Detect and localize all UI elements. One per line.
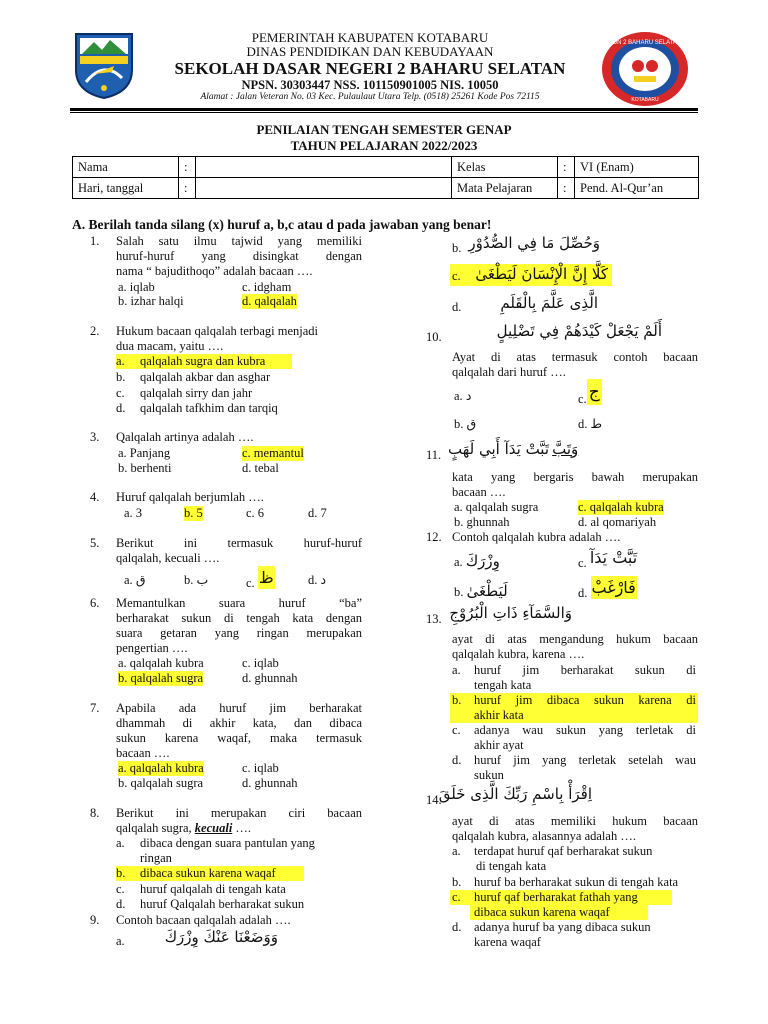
q2-option-d[interactable] bbox=[116, 401, 278, 416]
q13-d-text2: sukun bbox=[474, 768, 504, 782]
q7-option-a[interactable]: a. qalqalah kubra bbox=[118, 761, 204, 775]
q8-a-letter: a. bbox=[116, 836, 125, 850]
q7-line1: Apabila ada huruf jim berharakat bbox=[116, 701, 362, 715]
q4-option-d[interactable]: d. 7 bbox=[308, 506, 327, 520]
q4-option-c[interactable]: c. 6 bbox=[246, 506, 265, 520]
q13-option-a[interactable] bbox=[452, 663, 698, 692]
instruction: A. Berilah tanda silang (x) huruf a, b,c atau d pada jawaban yang benar! bbox=[72, 217, 492, 232]
q10-b-letter: b. bbox=[454, 417, 464, 431]
header-divider-thin bbox=[70, 112, 698, 113]
q14-a-letter: a. bbox=[452, 844, 461, 858]
question-6 bbox=[116, 596, 362, 656]
q8-d-letter: d. bbox=[116, 897, 126, 911]
q5-c-arabic: ظ bbox=[258, 568, 274, 587]
q10-d-letter: d. bbox=[578, 417, 588, 431]
q11-verse bbox=[448, 440, 578, 458]
identity-table bbox=[72, 156, 699, 199]
q12-option-d[interactable] bbox=[578, 578, 637, 600]
q12-a-arabic: وِزْرَكَ bbox=[465, 552, 500, 570]
q8-d-text: huruf Qalqalah berharakat sukun bbox=[140, 897, 305, 911]
q12-b-letter: b. bbox=[454, 585, 464, 599]
question-11 bbox=[452, 470, 698, 500]
q14-b-letter: b. bbox=[452, 875, 462, 889]
school-logo-text: SDN 2 BAHARU SELATAN bbox=[608, 40, 682, 46]
q13-c-letter: c. bbox=[452, 723, 461, 737]
q11-line1: kata yang bergaris bawah merupakan bbox=[452, 470, 698, 484]
q13-number: 13. bbox=[426, 612, 442, 626]
q2-a-text: qalqalah sugra dan kubra bbox=[140, 354, 266, 368]
q12-a-letter: a. bbox=[454, 555, 463, 569]
q12-number: 12. bbox=[426, 530, 442, 544]
q13-b-text: huruf jim dibaca sukun karena di bbox=[474, 693, 696, 707]
q12-c-letter: c. bbox=[578, 556, 587, 570]
q13-line1: ayat di atas mengandung hukum bacaan bbox=[452, 632, 698, 646]
name-field[interactable] bbox=[196, 157, 452, 178]
q14-c-text2: dibaca sukun karena waqaf bbox=[474, 905, 610, 919]
q5-option-b[interactable] bbox=[184, 572, 208, 588]
header-divider-thick bbox=[70, 108, 698, 111]
q10-c-arabic: ج bbox=[587, 379, 602, 405]
q6-option-d[interactable]: d. ghunnah bbox=[242, 671, 298, 685]
date-field[interactable] bbox=[196, 178, 452, 199]
q5-option-c[interactable] bbox=[246, 568, 275, 590]
q9-option-d-arabic[interactable]: الَّذِى عَلَّمَ بِالْقَلَمِ bbox=[500, 294, 598, 312]
q14-a-text2: di tengah kata bbox=[476, 859, 547, 873]
q1-option-c[interactable]: c. idgham bbox=[242, 280, 292, 294]
q14-c-letter: c. bbox=[452, 890, 461, 904]
q14-a-text: terdapat huruf qaf berharakat sukun bbox=[474, 844, 653, 858]
q7-option-d[interactable]: d. ghunnah bbox=[242, 776, 298, 790]
q5-a-arabic: ق bbox=[135, 572, 146, 587]
q9-option-a-arabic[interactable]: وَوَضَعْنَا عَنْكَ وِزْرَكَ bbox=[164, 928, 278, 946]
q1-option-b[interactable]: b. izhar halqi bbox=[118, 294, 184, 308]
q13-c-text: adanya wau sukun yang terletak di bbox=[474, 723, 696, 737]
q6-line3: suara getaran yang ringan merupakan bbox=[116, 626, 362, 640]
q14-verse: اِقْرَأْ بِاسْمِ رَبِّكَ الَّذِى خَلَقَ bbox=[438, 785, 592, 803]
q5-d-arabic: د bbox=[320, 572, 327, 587]
q14-b-text: huruf ba berharakat sukun di tengah kata bbox=[474, 875, 679, 889]
q12-option-a[interactable] bbox=[454, 552, 500, 570]
q14-line1: ayat di atas memiliki hukum bacaan bbox=[452, 814, 698, 828]
q5-number: 5. bbox=[90, 536, 100, 550]
q10-a-letter: a. bbox=[454, 389, 463, 403]
question-9: Contoh bacaan qalqalah adalah …. bbox=[116, 913, 291, 927]
q12-b-arabic: لَيَطْغَىٰ bbox=[466, 582, 508, 600]
class-value: VI (Enam) bbox=[575, 157, 699, 178]
q7-line4: bacaan …. bbox=[116, 746, 170, 760]
q8-option-a[interactable] bbox=[116, 836, 315, 865]
question-2 bbox=[116, 324, 362, 354]
q10-option-c[interactable] bbox=[578, 382, 602, 406]
q2-line1: Hukum bacaan qalqalah terbagi menjadi bbox=[116, 324, 319, 338]
kotabaru-regency-logo bbox=[72, 30, 136, 100]
q2-c-text: qalqalah sirry dan jahr bbox=[140, 386, 253, 400]
q2-d-letter: d. bbox=[116, 401, 126, 415]
school-logo-subtext: KOTABARU bbox=[631, 97, 659, 103]
q3-option-c[interactable]: c. memantul bbox=[242, 446, 304, 460]
question-13 bbox=[452, 632, 698, 662]
q1-line2: huruf-huruf yang disingkat dengan bbox=[116, 249, 362, 263]
government-line: PEMERINTAH KABUPATEN KOTABARU bbox=[251, 30, 489, 45]
q2-a-letter: a. bbox=[116, 354, 125, 368]
q14-option-d[interactable] bbox=[452, 920, 698, 949]
question-8 bbox=[116, 806, 362, 836]
colon: : bbox=[558, 157, 575, 178]
school-name: SEKOLAH DASAR NEGERI 2 BAHARU SELATAN bbox=[174, 59, 566, 78]
q13-a-text: huruf jim berharakat sukun di bbox=[474, 663, 696, 677]
q10-number: 10. bbox=[426, 330, 442, 344]
q14-c-text: huruf qaf berharakat fathah yang bbox=[474, 890, 638, 904]
school-codes: NPSN. 30303447 NSS. 101150901005 NIS. 10050 bbox=[241, 78, 499, 92]
q4-number: 4. bbox=[90, 490, 100, 504]
q2-option-b[interactable] bbox=[116, 370, 271, 385]
q8-c-text: huruf qalqalah di tengah kata bbox=[140, 882, 286, 896]
q12-option-b[interactable] bbox=[454, 582, 508, 600]
q11-option-a[interactable]: a. qalqalah sugra bbox=[454, 500, 539, 514]
q14-option-c[interactable] bbox=[450, 890, 672, 920]
q12-d-arabic: فَارْغَبْ bbox=[591, 578, 636, 597]
q1-line3: nama “ bajudithoqo” adalah bacaan …. bbox=[116, 264, 313, 278]
q14-number: 14. bbox=[426, 793, 442, 807]
question-3: Qalqalah artinya adalah …. bbox=[116, 430, 254, 444]
q6-option-c[interactable]: c. iqlab bbox=[242, 656, 279, 670]
q13-option-b[interactable] bbox=[450, 693, 698, 723]
q11-number: 11. bbox=[426, 448, 442, 462]
q9-option-b-letter[interactable]: b. bbox=[452, 241, 462, 255]
exam-title: PENILAIAN TENGAH SEMESTER GENAP bbox=[256, 122, 512, 137]
colon: : bbox=[558, 178, 575, 199]
q2-b-text: qalqalah akbar dan asghar bbox=[140, 370, 271, 384]
q11-option-c[interactable]: c. qalqalah kubra bbox=[578, 500, 664, 514]
q9-number: 9. bbox=[90, 913, 100, 927]
q14-line2: qalqalah kubra, alasannya adalah …. bbox=[452, 829, 636, 843]
q9-option-b-arabic[interactable]: وَحُصِّلَ مَا فِي الصُّدُوْرِ bbox=[468, 234, 600, 252]
q2-d-text: qalqalah tafkhim dan tarqiq bbox=[140, 401, 278, 415]
department-line: DINAS PENDIDIKAN DAN KEBUDAYAAN bbox=[246, 44, 494, 59]
q10-b-arabic: ق bbox=[466, 416, 477, 431]
q11-verse-text: تَبَّتْ يَدَآ أَبِي لَهَبٍ bbox=[448, 440, 550, 458]
exam-year: TAHUN PELAJARAN 2022/2023 bbox=[290, 138, 478, 153]
q1-number: 1. bbox=[90, 234, 100, 248]
q14-option-a[interactable] bbox=[452, 844, 698, 873]
q2-option-c[interactable] bbox=[116, 386, 253, 401]
q5-line1: Berikut ini termasuk huruf-huruf bbox=[116, 536, 362, 550]
q1-option-a[interactable]: a. iqlab bbox=[118, 280, 155, 294]
subject-value: Pend. Al-Qur’an bbox=[575, 178, 699, 199]
colon: : bbox=[179, 157, 196, 178]
q8-option-d[interactable] bbox=[116, 897, 305, 912]
q4-option-a[interactable]: a. 3 bbox=[124, 506, 143, 520]
q2-c-letter: c. bbox=[116, 386, 125, 400]
q13-b-letter: b. bbox=[452, 693, 462, 707]
q8-option-b[interactable] bbox=[116, 866, 304, 881]
q14-option-b[interactable] bbox=[452, 875, 679, 890]
q9-c-arabic: كَلَّا إِنَّ الْإِنْسَانَ لَيَطْغَىٰ bbox=[475, 265, 608, 283]
q11-option-b[interactable]: b. ghunnah bbox=[454, 515, 510, 529]
q10-verse: أَلَمْ يَجْعَلْ كَيْدَهُمْ فِي تَضْلِيلٍ bbox=[496, 322, 662, 340]
q4-option-b[interactable]: b. 5 bbox=[184, 506, 203, 520]
q12-c-arabic: تَبَّتْ يَدَآ bbox=[589, 548, 638, 567]
q13-line2: qalqalah kubra, karena …. bbox=[452, 647, 585, 661]
q9-c-letter: c. bbox=[452, 269, 461, 283]
q5-d-letter: d. bbox=[308, 573, 318, 587]
q8-line2: qalqalah sugra, bbox=[116, 821, 195, 835]
q11-option-d[interactable]: d. al qomariyah bbox=[578, 515, 657, 529]
q7-line3: sukun karena waqaf, maka termasuk bbox=[116, 731, 362, 745]
date-label: Hari, tanggal bbox=[73, 178, 179, 199]
question-4: Huruf qalqalah berjumlah …. bbox=[116, 490, 264, 504]
q11-line2: bacaan …. bbox=[452, 485, 506, 499]
q8-b-letter: b. bbox=[116, 866, 126, 880]
q6-option-b[interactable]: b. qalqalah sugra bbox=[118, 671, 204, 685]
q6-line4: pengertian …. bbox=[116, 641, 188, 655]
q14-d-text: adanya huruf ba yang dibaca sukun bbox=[474, 920, 651, 934]
q9-option-d-letter[interactable]: d. bbox=[452, 300, 462, 314]
q13-d-text: huruf jim yang terletak setelah wau bbox=[474, 753, 696, 767]
q3-number: 3. bbox=[90, 430, 100, 444]
q13-d-letter: d. bbox=[452, 753, 462, 767]
school-address: Alamat : Jalan Veteran No. 03 Kec. Pulaulaut Utara Telp. (0518) 25261 Kode Pos 72115 bbox=[200, 92, 540, 102]
q3-option-a[interactable]: a. Panjang bbox=[118, 446, 171, 460]
q5-option-a[interactable] bbox=[124, 572, 146, 588]
q5-line2: qalqalah, kecuali …. bbox=[116, 551, 220, 565]
q6-line2: berharakat sukun di tengah kata dengan bbox=[116, 611, 362, 625]
q6-line1: Memantulkan suara huruf “ba” bbox=[116, 596, 362, 610]
name-label: Nama bbox=[73, 157, 179, 178]
q10-line1: Ayat di atas termasuk contoh bacaan bbox=[452, 350, 698, 364]
q9-option-a-letter[interactable]: a. bbox=[116, 934, 125, 948]
q3-option-d[interactable]: d. tebal bbox=[242, 461, 279, 475]
q8-line1: Berikut ini merupakan ciri bacaan bbox=[116, 806, 362, 820]
q7-option-b[interactable]: b. qalqalah sugra bbox=[118, 776, 204, 790]
class-label: Kelas bbox=[452, 157, 558, 178]
q13-option-c[interactable] bbox=[452, 723, 698, 752]
question-14 bbox=[452, 814, 698, 844]
question-7 bbox=[116, 701, 362, 761]
q3-option-b[interactable]: b. berhenti bbox=[118, 461, 172, 475]
q6-number: 6. bbox=[90, 596, 100, 610]
q5-c-letter: c. bbox=[246, 576, 255, 590]
question-12: Contoh qalqalah kubra adalah …. bbox=[452, 530, 621, 544]
q1-line1: Salah satu ilmu tajwid yang memiliki bbox=[116, 234, 362, 248]
q12-d-letter: d. bbox=[578, 586, 588, 600]
q6-option-a[interactable]: a. qalqalah kubra bbox=[118, 656, 204, 670]
q5-option-d[interactable] bbox=[308, 572, 326, 588]
q14-d-text2: karena waqaf bbox=[474, 935, 541, 949]
q13-c-text2: akhir ayat bbox=[474, 738, 524, 752]
q8-line2-end: …. bbox=[232, 821, 252, 835]
q10-c-letter: c. bbox=[578, 392, 587, 406]
question-5 bbox=[116, 536, 362, 566]
q9-option-c[interactable] bbox=[450, 264, 612, 286]
q8-c-letter: c. bbox=[116, 882, 125, 896]
question-10 bbox=[452, 350, 698, 380]
q10-option-b[interactable] bbox=[454, 416, 476, 432]
q2-number: 2. bbox=[90, 324, 100, 338]
school-logo bbox=[600, 30, 690, 108]
q14-d-letter: d. bbox=[452, 920, 462, 934]
q13-b-text2: akhir kata bbox=[474, 708, 524, 722]
q12-option-c[interactable] bbox=[578, 548, 638, 570]
q5-b-arabic: ب bbox=[196, 572, 209, 587]
q1-option-d[interactable]: d. qalqalah bbox=[242, 294, 297, 308]
q13-verse: وَالسَّمَآءِ ذَاتِ الْبُرُوْجِ bbox=[449, 604, 572, 622]
q2-option-a[interactable] bbox=[116, 354, 292, 369]
q10-line2: qalqalah dari huruf …. bbox=[452, 365, 566, 379]
q7-number: 7. bbox=[90, 701, 100, 715]
q7-option-c[interactable]: c. iqlab bbox=[242, 761, 279, 775]
q2-line2: dua macam, yaitu …. bbox=[116, 339, 224, 353]
q8-a-text2: ringan bbox=[140, 851, 172, 865]
q8-option-c[interactable] bbox=[116, 882, 286, 897]
q10-option-a[interactable] bbox=[454, 388, 471, 404]
question-1 bbox=[116, 234, 362, 279]
q2-b-letter: b. bbox=[116, 370, 126, 384]
q7-line2: dhammah di akhir kata, dan dibaca bbox=[116, 716, 362, 730]
q8-number: 8. bbox=[90, 806, 100, 820]
q10-option-d[interactable] bbox=[578, 416, 602, 432]
q13-option-d[interactable] bbox=[452, 753, 698, 782]
q11-verse-underlined: وَتَبَّ bbox=[552, 440, 579, 458]
q8-b-text: dibaca sukun karena waqaf bbox=[140, 866, 276, 880]
q8-kecuali: kecuali bbox=[194, 821, 233, 835]
q5-a-letter: a. bbox=[124, 573, 133, 587]
q10-d-arabic: ط bbox=[590, 416, 603, 431]
q13-a-letter: a. bbox=[452, 663, 461, 677]
q5-b-letter: b. bbox=[184, 573, 194, 587]
subject-label: Mata Pelajaran bbox=[452, 178, 558, 199]
colon: : bbox=[179, 178, 196, 199]
q13-a-text2: tengah kata bbox=[474, 678, 532, 692]
q10-a-arabic: د bbox=[465, 388, 472, 403]
q8-a-text: dibaca dengan suara pantulan yang bbox=[140, 836, 315, 850]
